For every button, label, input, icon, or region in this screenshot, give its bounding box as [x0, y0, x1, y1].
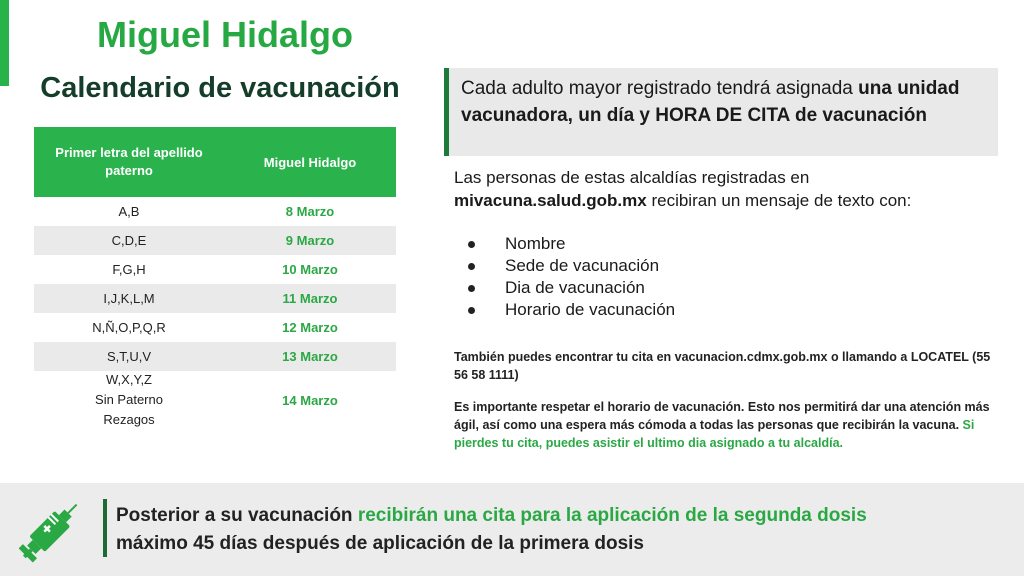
sms-info-paragraph — [454, 166, 994, 212]
bullet-dot — [468, 285, 475, 292]
row-date: 10 Marzo — [282, 262, 338, 277]
schedule-note — [454, 398, 994, 452]
list-item-label: Horario de vacunación — [505, 300, 676, 319]
row-date: 9 Marzo — [285, 233, 335, 248]
row-date: 8 Marzo — [285, 204, 335, 219]
locatel-note: También puedes encontrar tu cita en vacunacion.cdmx.gob.mx o llamando a LOCATEL (55 56 58 1111) — [454, 350, 991, 382]
table-row — [34, 342, 396, 371]
bullet-dot — [468, 307, 475, 314]
row-letters: F,G,H — [112, 262, 146, 277]
page-title: Miguel Hidalgo — [97, 14, 353, 55]
table-header — [34, 127, 396, 197]
second-dose-line1 — [116, 502, 1006, 530]
missed-appointment-note: Si pierdes tu cita, puedes asistir el ultimo dia asignado a tu alcaldía. — [454, 418, 975, 450]
row-date: 11 Marzo — [282, 291, 338, 306]
second-dose-line2: máximo 45 días después de aplicación de la primera dosis — [116, 533, 644, 554]
list-item — [468, 233, 868, 255]
list-item — [468, 255, 868, 277]
table-row — [34, 226, 396, 255]
row-date: 12 Marzo — [282, 320, 338, 335]
row-letters: S,T,U,V — [106, 349, 152, 364]
second-dose-highlight: recibirán una cita para la aplicación de la segunda dosis — [357, 505, 867, 526]
sms-info-line2 — [454, 189, 994, 212]
row-letters: A,B — [118, 204, 140, 219]
row-letters-line: W,X,Y,Z — [106, 372, 152, 387]
list-item-label: Nombre — [505, 234, 566, 253]
list-item-label: Dia de vacunación — [505, 278, 645, 297]
table-row — [34, 255, 396, 284]
row-letters — [34, 370, 224, 430]
table-row — [34, 313, 396, 342]
second-dose-notice — [116, 502, 1006, 558]
website-link-text: mivacuna.salud.gob.mx — [454, 191, 647, 210]
second-dose-line1-text: Posterior a su vacunación — [116, 505, 358, 526]
sms-info-line2-rest: recibiran un mensaje de texto con: — [646, 191, 912, 210]
schedule-note-text: Es importante respetar el horario de vacunación. Esto nos permitirá dar una atención más ágil, así como una espera más cómoda a todas las personas que recibirán la vacuna. — [454, 400, 990, 432]
bullet-dot — [468, 241, 475, 248]
footer-divider — [103, 499, 107, 557]
list-item — [468, 299, 868, 321]
row-date: 13 Marzo — [282, 349, 338, 364]
appointment-callout — [444, 68, 998, 156]
table-row — [34, 284, 396, 313]
column-header-letters: Primer letra del apellido paterno — [55, 145, 203, 178]
list-item-label: Sede de vacunación — [505, 256, 660, 275]
row-date: 14 Marzo — [282, 392, 338, 408]
vaccination-schedule-table — [34, 127, 396, 429]
row-letters: C,D,E — [111, 233, 147, 248]
table-row — [34, 197, 396, 226]
callout-text-bold: una unidad vacunadora, un día y HORA DE CITA de vacunación — [461, 78, 960, 126]
bullet-dot — [468, 263, 475, 270]
page-subtitle: Calendario de vacunación — [40, 72, 400, 104]
row-letters-line: Rezagos — [103, 412, 155, 427]
table-row — [34, 371, 396, 429]
sms-content-list — [468, 233, 868, 321]
sms-info-line1: Las personas de estas alcaldías registradas en — [454, 168, 810, 187]
row-letters-line: Sin Paterno — [95, 392, 163, 407]
row-letters: N,Ñ,O,P,Q,R — [92, 320, 166, 335]
callout-text: Cada adulto mayor registrado tendrá asignada — [461, 78, 859, 99]
row-letters: I,J,K,L,M — [103, 291, 155, 306]
syringe-icon — [14, 492, 94, 568]
column-header-location: Miguel Hidalgo — [263, 154, 357, 170]
list-item — [468, 277, 868, 299]
